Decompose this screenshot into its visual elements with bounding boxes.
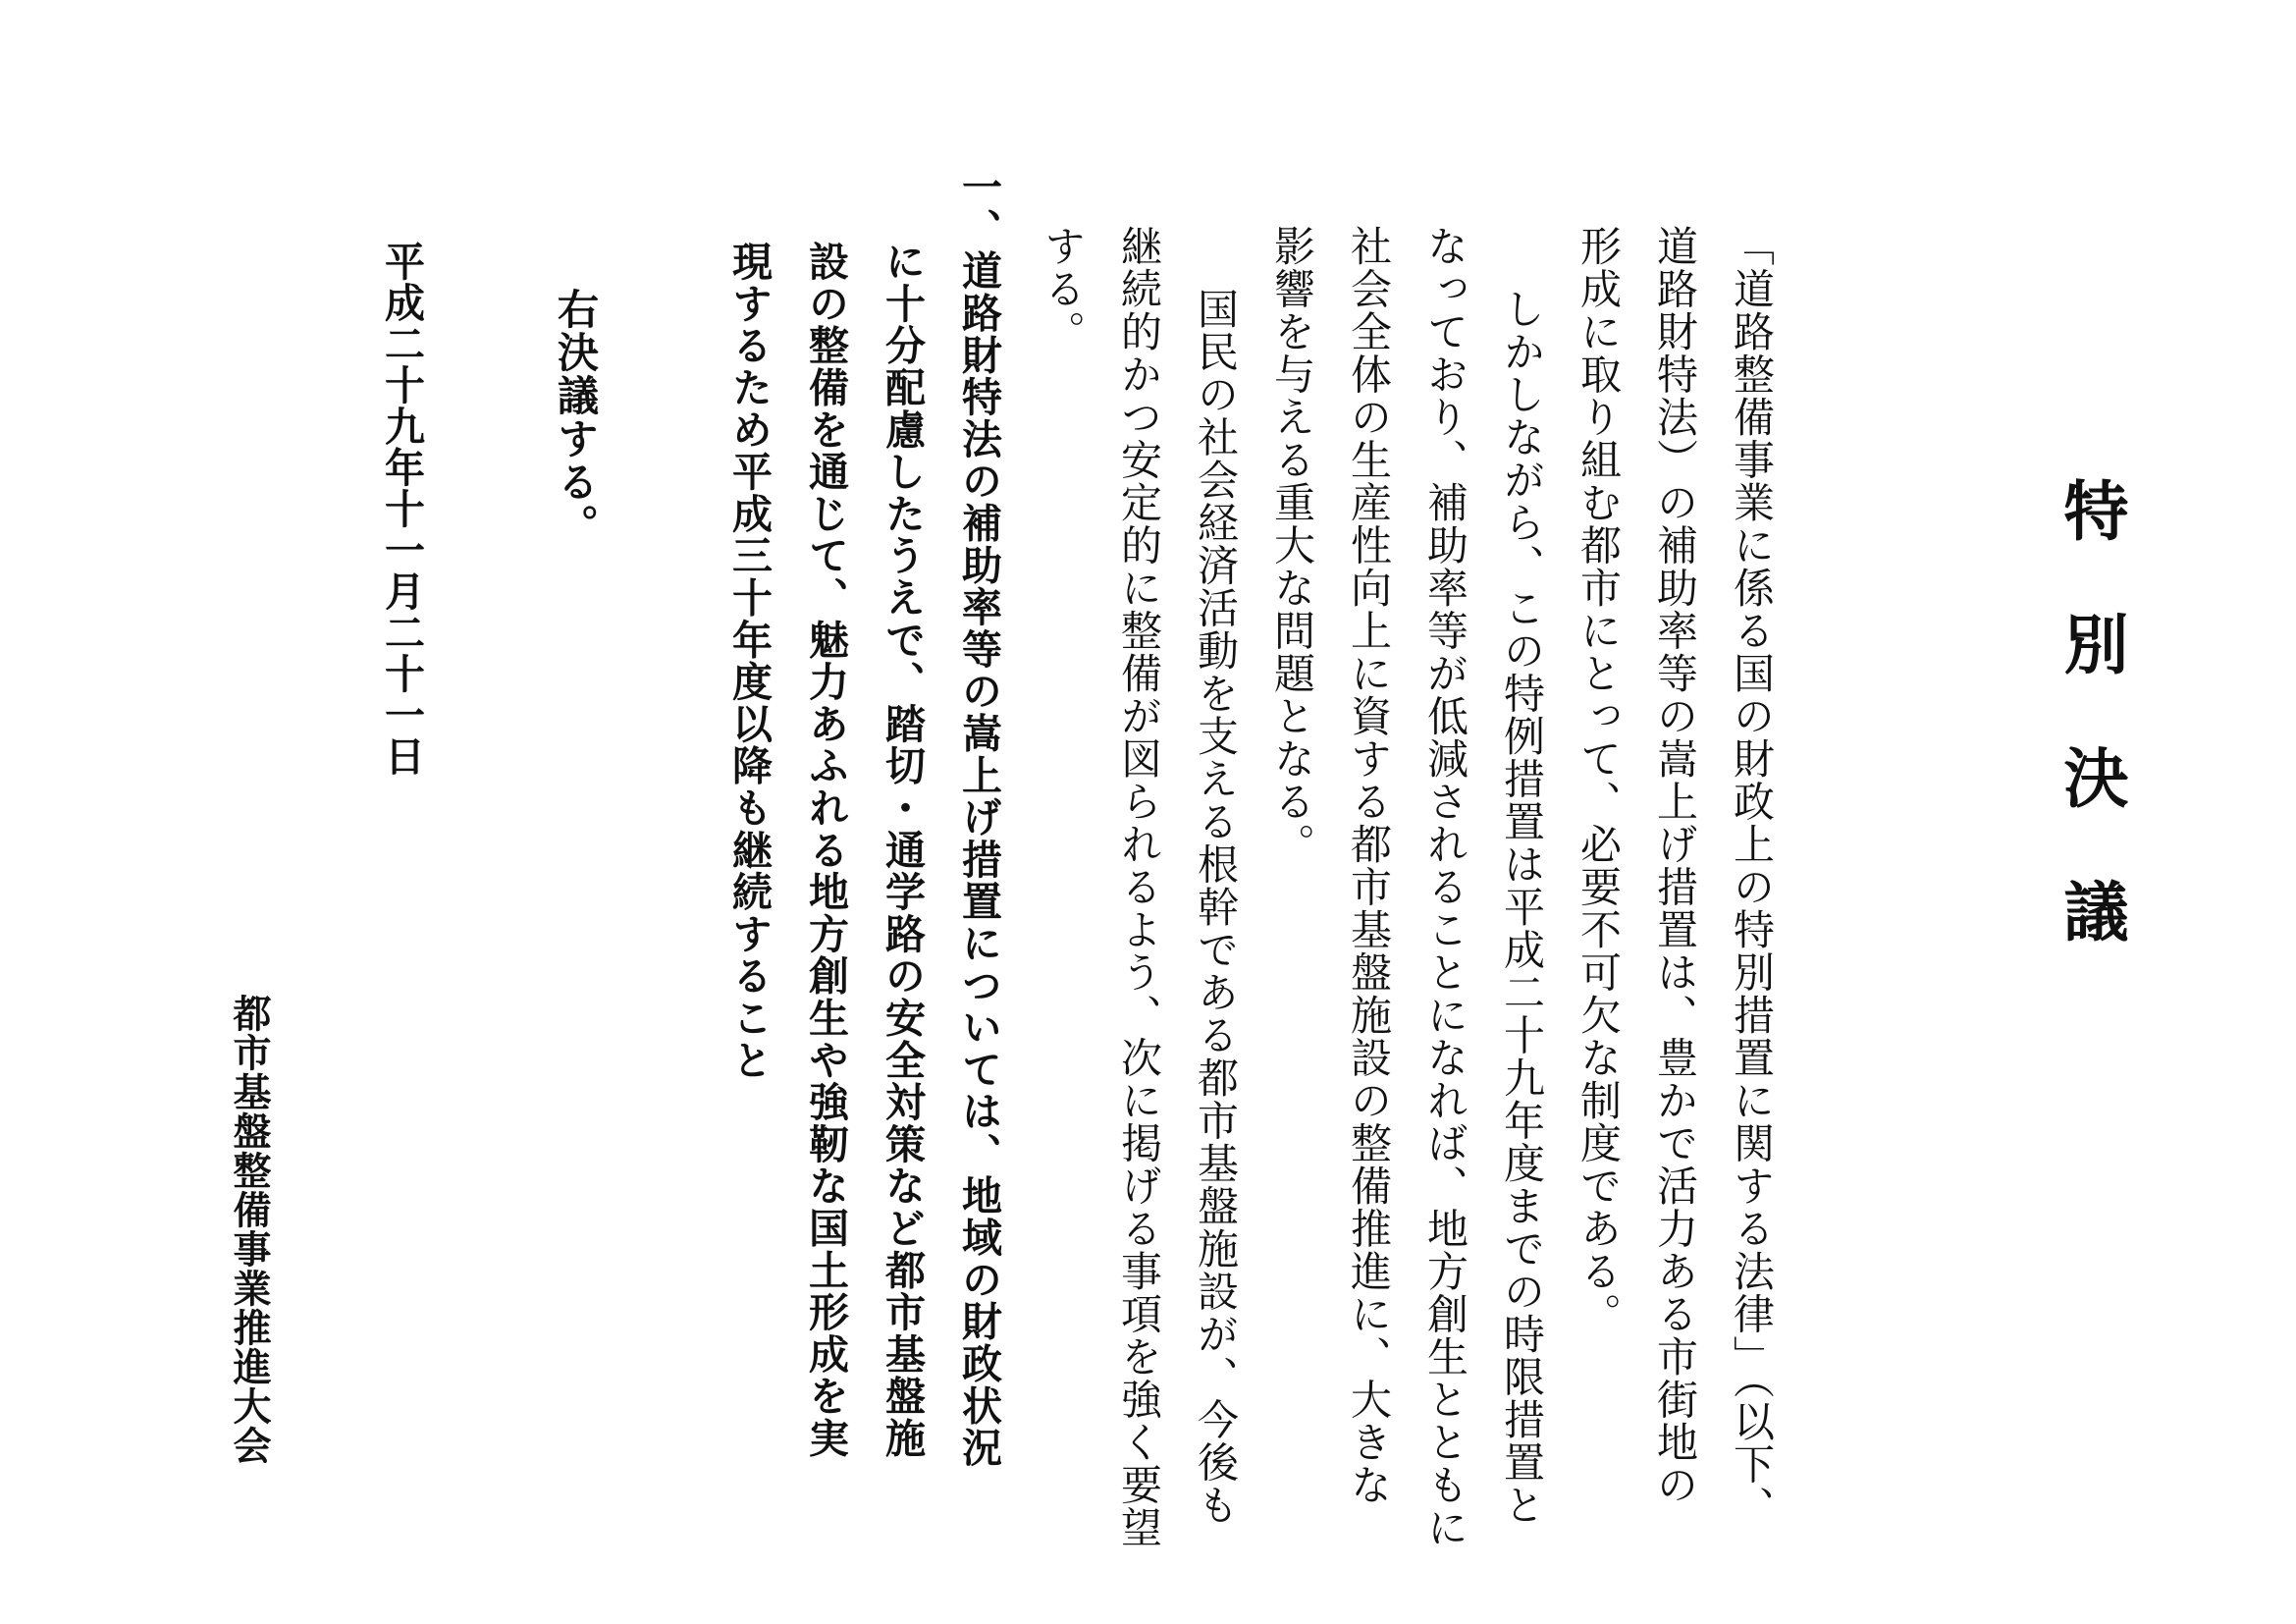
resolution-item-line: 一、道路財特法の補助率等の嵩上げ措置については、地域の財政状況 — [955, 166, 1002, 1469]
body-line: 国民の社会経済活動を支える根幹である都市基盤施設が、今後も — [1192, 288, 1240, 1527]
body-line: しかしながら、この特例措置は平成二十九年度までの時限措置と — [1498, 288, 1546, 1527]
body-line: 「道路整備事業に係る国の財政上の特別措置に関する法律」（以下、 — [1728, 225, 1776, 1529]
closing-statement: 右決議する。 — [552, 288, 600, 547]
resolution-item-line: に十分配慮したうえで、踏切・通学路の安全対策など都市基盤施 — [879, 241, 926, 1460]
resolution-date: 平成二十九年十一月二十一日 — [378, 241, 425, 777]
organization-name: 都市基盤整備事業推進大会 — [227, 994, 271, 1465]
body-line: 社会全体の生産性向上に資する都市基盤施設の整備推進に、大きな — [1345, 225, 1393, 1506]
resolution-item-line: 現するため平成三十年度以降も継続すること — [725, 241, 773, 1081]
body-line: 継続的かつ安定的に整備が図られるよう、次に掲げる事項を強く要望 — [1115, 225, 1163, 1549]
body-line: 影響を与える重大な問題となる。 — [1268, 225, 1316, 866]
document-title: 特別決議 — [2053, 477, 2128, 1011]
resolution-item-line: 設の整備を通じて、魅力あふれる地方創生や強靭な国土形成を実 — [802, 241, 849, 1460]
body-line: 形成に取り組む都市にとって、必要不可欠な制度である。 — [1575, 225, 1623, 1335]
body-line: する。 — [1039, 225, 1087, 353]
body-line: なっており、補助率等が低減されることになれば、地方創生とともに — [1421, 225, 1469, 1549]
body-line: 道路財特法）の補助率等の嵩上げ措置は、豊かで活力ある市街地の — [1651, 225, 1699, 1506]
